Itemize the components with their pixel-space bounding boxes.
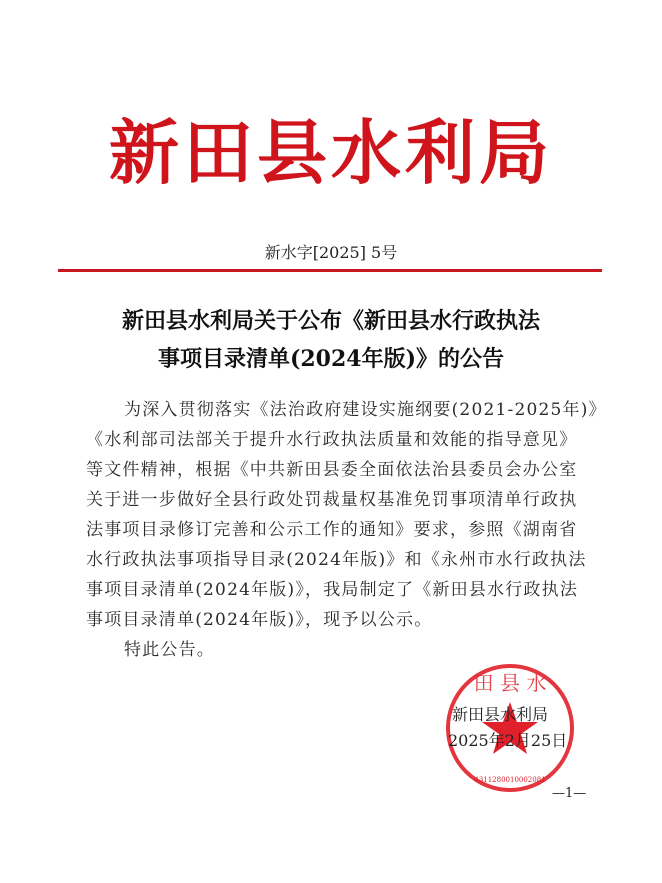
svg-text:田 县 水: 田 县 水 bbox=[473, 671, 547, 695]
body-line: 事项目录清单(2024年版)》，现予以公示。 bbox=[86, 610, 433, 630]
document-number: 新水字[2025] 5号 bbox=[264, 243, 398, 262]
body-line: 《水利部司法部关于提升水行政执法质量和效能的指导意见》 bbox=[86, 430, 578, 450]
closing-text: 特此公告。 bbox=[124, 640, 215, 660]
red-divider bbox=[58, 269, 602, 272]
body-line: 关于进一步做好全县行政处罚裁量权基准免罚事项清单行政执 bbox=[86, 490, 578, 510]
notice-title-line-1: 新田县水利局关于公布《新田县水行政执法 bbox=[121, 308, 540, 334]
svg-text:4311280010002081: 4311280010002081 bbox=[474, 776, 546, 784]
body-line: 水行政执法事项指导目录(2024年版)》和《永州市水行政执法 bbox=[86, 550, 587, 570]
signature-date: 2025年2月25日 bbox=[448, 731, 568, 750]
body-line: 事项目录清单(2024年版)》，我局制定了《新田县水行政执法 bbox=[86, 580, 579, 600]
signature-org: 新田县水利局 bbox=[452, 705, 549, 724]
org-header-title: 新田县水利局 bbox=[109, 111, 553, 194]
notice-title-line-2: 事项目录清单(2024年版)》的公告 bbox=[157, 346, 505, 372]
page-number: —1— bbox=[552, 786, 587, 801]
body-line: 法事项目录修订完善和公示工作的通知》要求，参照《湖南省 bbox=[86, 520, 578, 540]
body-line: 为深入贯彻落实《法治政府建设实施纲要(2021-2025年)》 bbox=[124, 400, 607, 420]
body-line: 等文件精神，根据《中共新田县委全面依法治县委员会办公室 bbox=[86, 460, 578, 480]
